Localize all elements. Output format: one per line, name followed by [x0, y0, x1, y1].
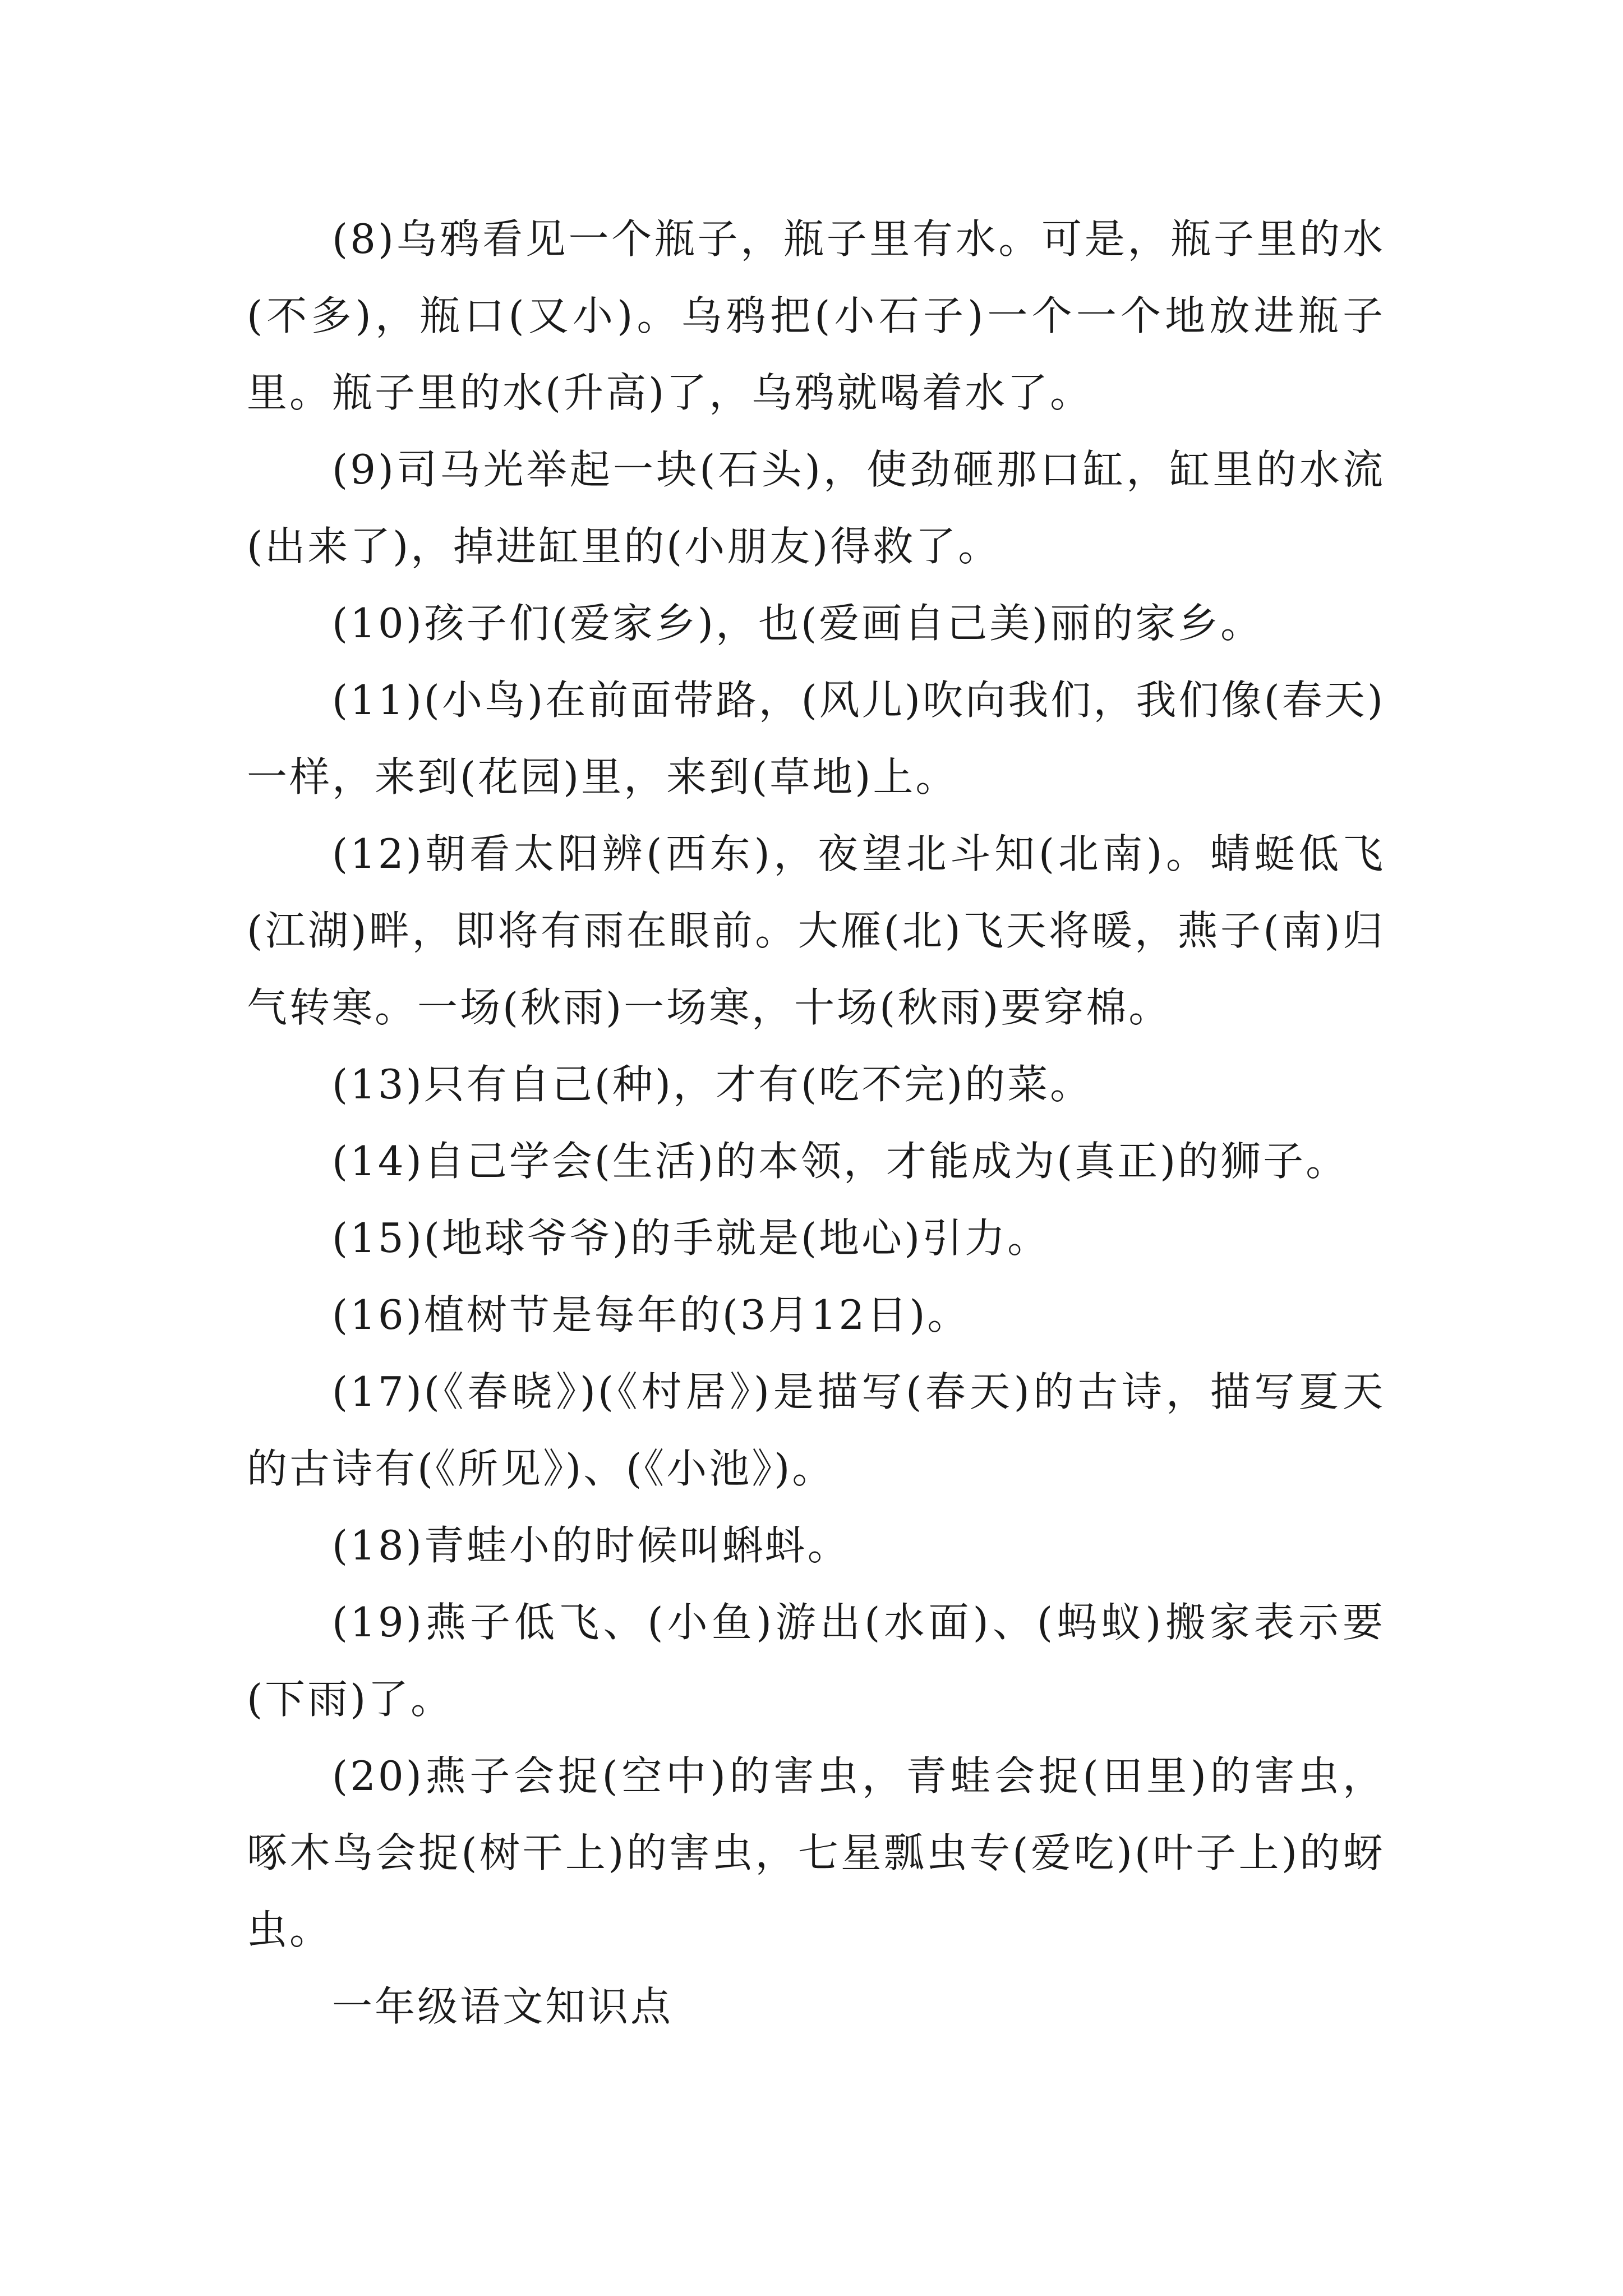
section-heading: 一年级语文知识点: [332, 1983, 674, 2030]
document-body: [247, 201, 1385, 2045]
paragraph-lion-skills: (14)自己学会(生活)的本领，才能成为(真正)的狮子。: [332, 1138, 1349, 1185]
paragraph-gravity: (15)(地球爷爷)的手就是(地心)引力。: [332, 1214, 1050, 1262]
paragraph-crow-drinks-water: (8)乌鸦看见一个瓶子，瓶子里有水。可是，瓶子里的水(不多)，瓶口(又小)。乌鸦把(小石子)一个一个地放进瓶子里。瓶子里的水(升高)了，乌鸦就喝着水了。: [247, 215, 1385, 416]
paragraph-love-hometown: (10)孩子们(爱家乡)，也(爱画自己美)丽的家乡。: [332, 600, 1264, 647]
paragraph-ancient-poems: (17)(《春晓》)(《村居》)是描写(春天)的古诗，描写夏天的古诗有(《所见》)、(《小池》)。: [247, 1368, 1385, 1492]
paragraph-rain-signs: (19)燕子低飞、(小鱼)游出(水面)、(蚂蚁)搬家表示要(下雨)了。: [247, 1599, 1385, 1723]
paragraph-pest-catchers: (20)燕子会捉(空中)的害虫，青蛙会捉(田里)的害虫，啄木鸟会捉(树干上)的害虫，七星瓢虫专(爱吃)(叶子上)的蚜虫。: [247, 1752, 1385, 1953]
paragraph-plant-vegetables: (13)只有自己(种)，才有(吃不完)的菜。: [332, 1061, 1093, 1108]
paragraph-weather-proverbs: (12)朝看太阳辨(西东)，夜望北斗知(北南)。蜻蜓低飞(江湖)畔，即将有雨在眼前。大雁(北)飞天将暖，燕子(南)归气转寒。一场(秋雨)一场寒，十场(秋雨)要穿棉。: [247, 830, 1385, 1031]
paragraph-spring-birds: (11)(小鸟)在前面带路，(风儿)吹向我们，我们像(春天)一样，来到(花园)里，来到(草地)上。: [247, 677, 1385, 800]
paragraph-tadpole: (18)青蛙小的时候叫蝌蚪。: [332, 1522, 850, 1569]
paragraph-arbor-day: (16)植树节是每年的(3月12日)。: [332, 1291, 970, 1338]
paragraph-sima-guang: (9)司马光举起一块(石头)，使劲砸那口缸，缸里的水流(出来了)，掉进缸里的(小朋友)得救了。: [247, 446, 1385, 570]
